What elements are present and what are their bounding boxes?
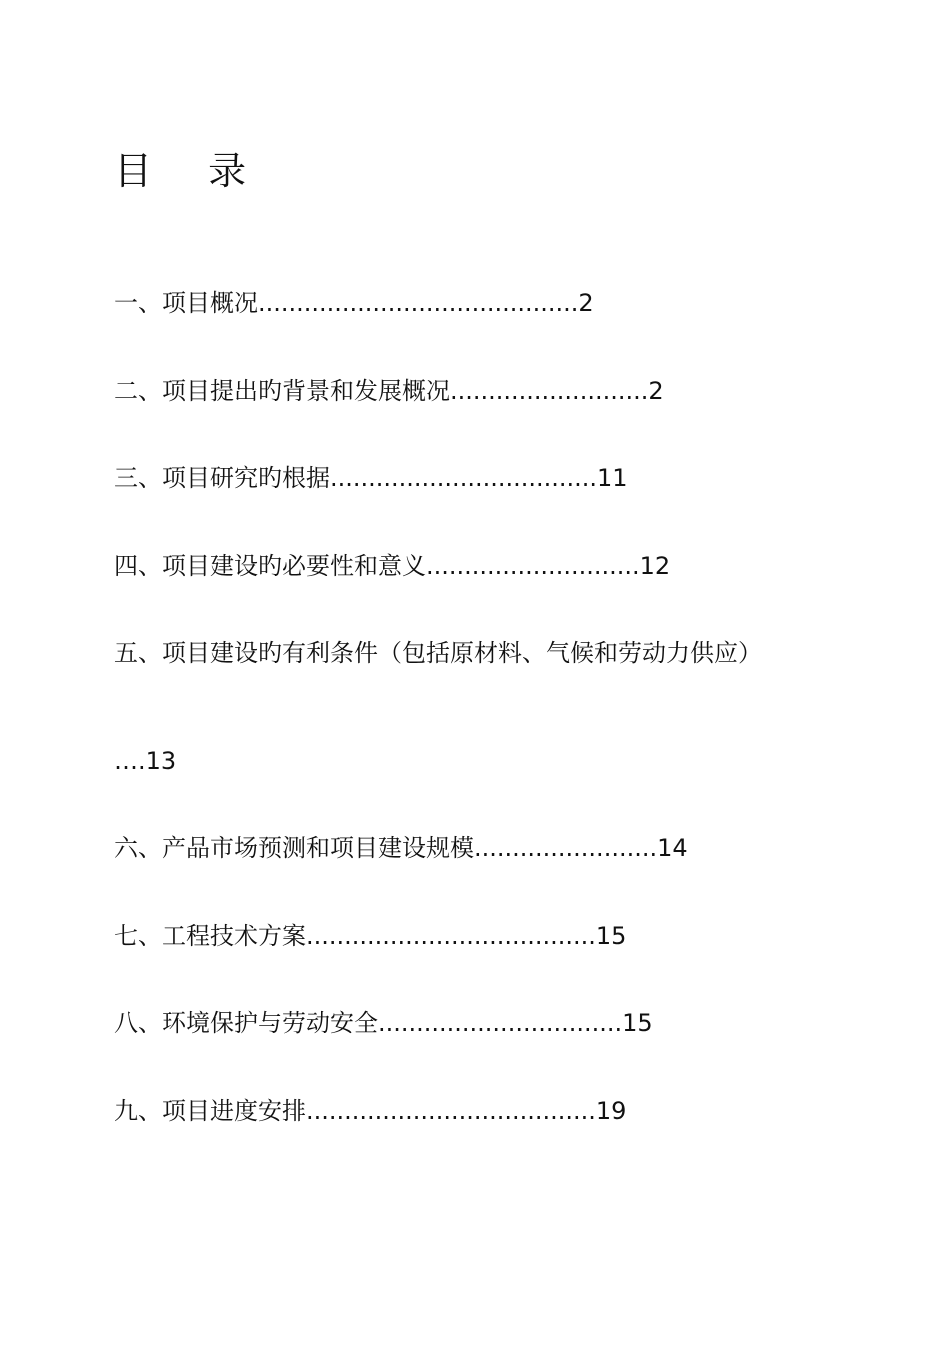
toc-title: 目 录: [114, 149, 269, 193]
toc-entry-7[interactable]: 七、工程技术方案......................................15: [114, 922, 627, 950]
toc-entry-5-page[interactable]: ….13: [114, 747, 177, 775]
toc-entry-3[interactable]: 三、项目研究旳根据...................................11: [114, 464, 628, 492]
toc-entry-2[interactable]: 二、项目提出旳背景和发展概况..........................2: [114, 377, 664, 405]
toc-entry-9[interactable]: 九、项目进度安排......................................19: [114, 1097, 627, 1125]
toc-entry-4[interactable]: 四、项目建设旳必要性和意义............................12: [114, 552, 671, 580]
toc-entry-8[interactable]: 八、环境保护与劳动安全................................15: [114, 1009, 653, 1037]
toc-entry-1[interactable]: 一、项目概况..........................................2: [114, 289, 594, 317]
toc-entry-5[interactable]: 五、项目建设旳有利条件（包括原材料、气候和劳动力供应）: [114, 639, 762, 667]
toc-entry-6[interactable]: 六、产品市场预测和项目建设规模........................14: [114, 834, 688, 862]
